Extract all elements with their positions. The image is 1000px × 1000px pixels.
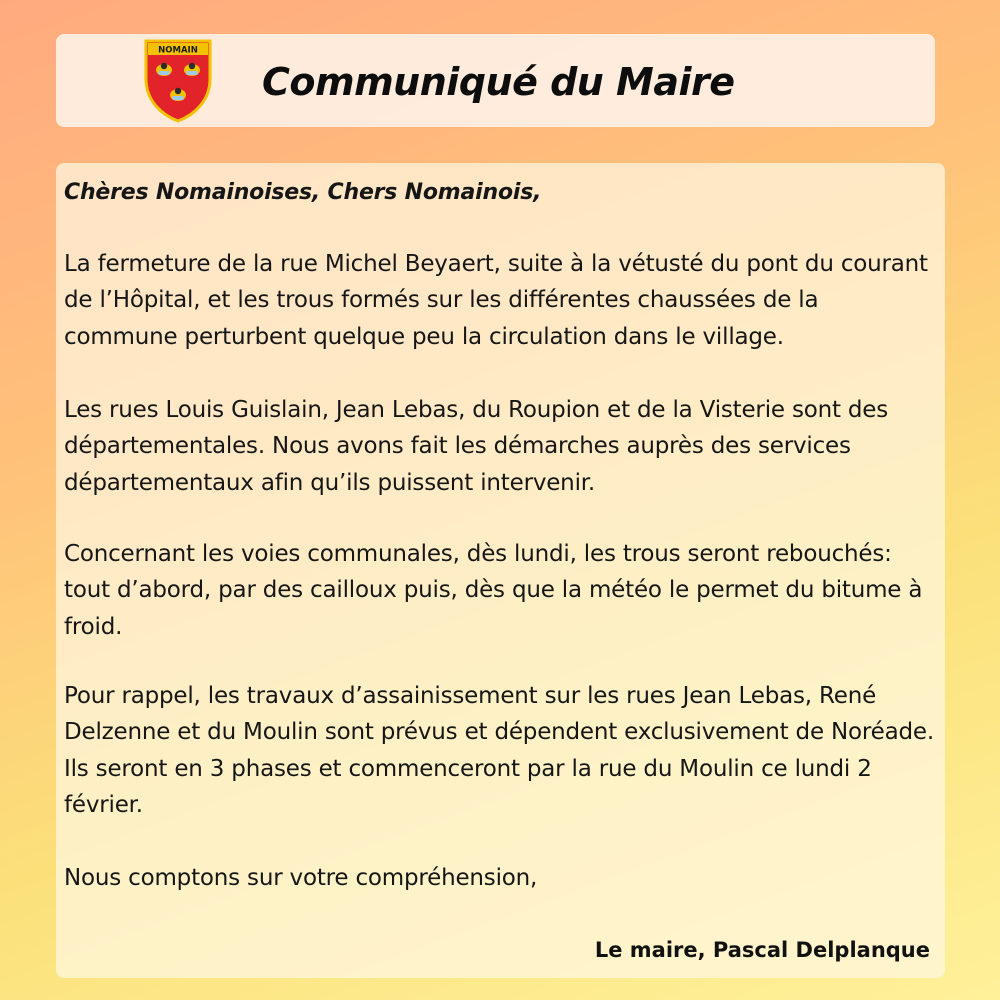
letter-paragraph-3: Concernant les voies communales, dès lundi, les trous seront rebouchés: tout d’abord, par des cailloux puis, dès que la météo le permet du bitume à froid. [64,541,923,640]
letter-paragraph-1: La fermeture de la rue Michel Beyaert, suite à la vétusté du pont du courant de l’Hôpital, et les trous formés sur les différentes chaussées de la commune perturbent quelque peu la circulation dans le village. [64,251,928,350]
town-crest-logo [144,39,212,123]
page-title: Communiqué du Maire [262,60,735,104]
letter-salutation: Chères Nomainoises, Chers Nomainois, [64,180,542,205]
letter-paragraph-2: Les rues Louis Guislain, Jean Lebas, du Roupion et de la Visterie sont des départementales. Nous avons fait les démarches auprès des services départementaux afin qu’ils puissent intervenir. [64,397,889,496]
letter-closing: Nous comptons sur votre compréhension, [64,865,538,891]
letter-signature: Le maire, Pascal Delplanque [594,938,930,962]
svg-text:NOMAIN: NOMAIN [158,45,198,56]
letter-paragraph-4: Pour rappel, les travaux d’assainissement sur les rues Jean Lebas, René Delzenne et du Moulin sont prévus et dépendent exclusivement de Noréade. Ils seront en 3 phases et commenceront par la rue du Moulin ce lundi 2 février. [64,683,934,818]
